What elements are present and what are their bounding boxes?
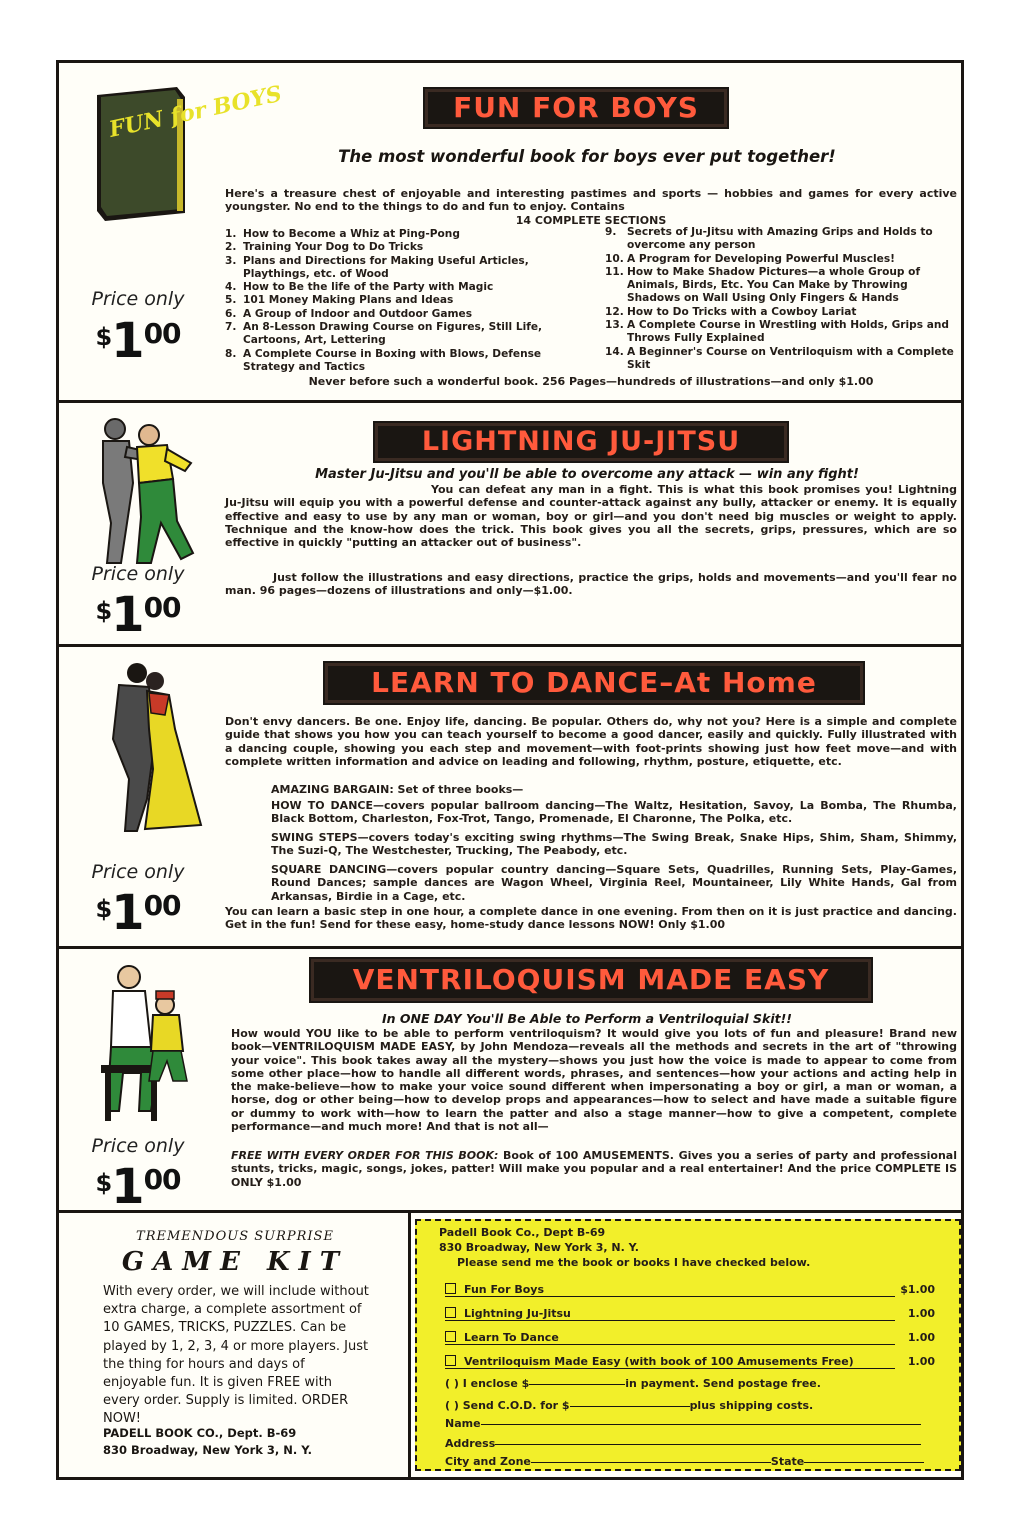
- section-list-item: [225, 241, 581, 254]
- list-item-number: 6.: [225, 307, 237, 320]
- list-item-text: How to Become a Whiz at Ping-Pong: [243, 228, 460, 240]
- list-item-text: A Complete Course in Boxing with Blows, Defense Strategy and Tactics: [243, 347, 542, 373]
- game-kit-subtitle: TREMENDOUS SURPRISE: [136, 1229, 334, 1244]
- coupon-item-ventriloquism[interactable]: Ventriloquism Made Easy (with book of 100 Amusements Free) 1.00: [445, 1355, 935, 1375]
- section-list-item: [605, 306, 957, 319]
- checkbox[interactable]: [445, 1355, 456, 1366]
- game-kit-address: PADELL BOOK CO., Dept. B-69 830 Broadway, New York 3, N. Y.: [103, 1426, 313, 1457]
- list-item-number: 3.: [225, 254, 237, 267]
- dance-book-3: SQUARE DANCING—covers popular country dancing—Square Sets, Quadrilles, Running Sets, Play-Games, Round Dances; sample dances are Wagon Wheel, Virginia Reel, Mountaineer, Lily White Hands, Gal from Arkansas, Birdie in a Cage, etc.: [271, 863, 957, 903]
- dancing-couple-illustration: [89, 659, 209, 835]
- list-item-number: 5.: [225, 294, 237, 307]
- jujitsu-section: [59, 403, 961, 647]
- list-item-text: Secrets of Ju-Jitsu with Amazing Grips and Holds to overcome any person: [627, 226, 933, 252]
- coupon-name-field[interactable]: Name: [445, 1417, 921, 1430]
- list-item-text: A Group of Indoor and Outdoor Games: [243, 307, 473, 320]
- list-item-number: 1.: [225, 228, 237, 240]
- coupon-address-field[interactable]: Address: [445, 1437, 921, 1450]
- jujitsu-banner: LIGHTNING JU-JITSU: [373, 421, 789, 463]
- jujitsu-price: $^{\$}1^{00}$: [95, 587, 181, 643]
- coupon-cod-line[interactable]: ( ) Send C.O.D. for $ plus shipping costs.: [445, 1399, 814, 1412]
- fun-for-boys-subtitle: The most wonderful book for boys ever put together!: [338, 147, 836, 166]
- list-item-number: 12.: [605, 305, 624, 318]
- section-list-item: [225, 308, 581, 321]
- list-item-text: A Program for Developing Powerful Muscles!: [627, 252, 895, 265]
- jujitsu-price-label: Price only: [91, 563, 185, 585]
- list-item-text: An 8-Lesson Drawing Course on Figures, Still Life, Cartoons, Art, Lettering: [243, 321, 543, 347]
- section-list-item: [225, 228, 581, 241]
- fun-for-boys-book-illustration: [89, 80, 285, 225]
- list-item-text: Plans and Directions for Making Useful Articles, Playthings, etc. of Wood: [243, 254, 529, 280]
- jujitsu-paragraph-1: You can defeat any man in a fight. This is what this book promises you! Lightning Ju-Jitsu will equip you with a powerful defense and counter-attack against any bully, attacker or enemy. It is equally effective and easy to use by any man or woman, boy or girl—and you don't need big muscles or weight to apply. Technique and the know-how does the trick. This book gives you all the secrets, grips, pressures, which are so effective in quickly "putting an attacker out of business".: [225, 483, 957, 550]
- book-cover-text: FUN for BOYS: [106, 80, 285, 143]
- dance-left-column: [59, 647, 217, 946]
- list-item-text: A Beginner's Course on Ventriloquism with a Complete Skit: [627, 345, 954, 371]
- coupon-item-fun-for-boys[interactable]: Fun For Boys $1.00: [445, 1283, 935, 1303]
- sections-list-left: [225, 228, 581, 374]
- dance-section: [59, 647, 961, 949]
- ventriloquism-left-column: [59, 949, 217, 1215]
- fun-for-boys-footer: Never before such a wonderful book. 256 Pages—hundreds of illustrations—and only $1.00: [308, 375, 874, 388]
- jujitsu-subtitle: Master Ju-Jitsu and you'll be able to overcome any attack — win any fight!: [315, 467, 859, 482]
- fun-price-label: Price only: [91, 288, 185, 310]
- dance-book-2: SWING STEPS—covers today's exciting swing rhythms—The Swing Break, Snake Hips, Shim, Sham, Shimmy, The Suzi-Q, The Westchester, Trucking, The Peabody, etc.: [271, 831, 957, 858]
- section-list-item: [225, 294, 581, 307]
- coupon-item-jujitsu[interactable]: Lightning Ju-Jitsu 1.00: [445, 1307, 935, 1327]
- ad-page: [56, 60, 964, 1480]
- fun-for-boys-section: [59, 63, 961, 403]
- ventriloquism-subtitle: In ONE DAY You'll Be Able to Perform a Ventriloquial Skit!!: [381, 1011, 793, 1026]
- section-list-item: [225, 281, 581, 294]
- jujitsu-fighters-illustration: [81, 413, 211, 571]
- list-item-number: 9.: [605, 226, 617, 238]
- list-item-text: 101 Money Making Plans and Ideas: [243, 294, 454, 307]
- list-item-text: How to Be the life of the Party with Magic: [243, 281, 494, 294]
- section-list-item: [225, 321, 581, 348]
- list-item-text: How to Do Tricks with a Cowboy Lariat: [627, 305, 857, 318]
- dance-intro: Don't envy dancers. Be one. Enjoy life, dancing. Be popular. Others do, why not you? Here is a simple and complete guide that shows you how you can teach yourself to become a good dancer, easily and quickly. Fully illustrated with a dancing couple, showing you each step and movement—with foot-prints showing just how feet move—and with complete written information and advice on leading and following, rhythm, posture, etiquette, etc.: [225, 715, 957, 768]
- coupon-city-field[interactable]: City and Zone State: [445, 1455, 924, 1468]
- checkbox[interactable]: [445, 1331, 456, 1342]
- ventriloquism-section: [59, 949, 961, 1213]
- list-item-number: 14.: [605, 345, 624, 358]
- list-item-number: 10.: [605, 252, 624, 265]
- sections-list-right: [605, 226, 957, 372]
- fun-price: $^{\$}1^{00}$: [95, 313, 181, 369]
- jujitsu-left-column: [59, 403, 217, 644]
- order-coupon: [415, 1219, 961, 1471]
- dance-book-1: HOW TO DANCE—covers popular ballroom dancing—The Waltz, Hesitation, Savoy, La Bomba, The Rhumba, Black Bottom, Charleston, Fox-Trot, Tango, Promenade, El Charonne, The Polka, etc.: [271, 799, 957, 826]
- ventriloquism-price-label: Price only: [91, 1135, 185, 1157]
- section-list-item: [605, 266, 957, 306]
- dance-price-label: Price only: [91, 861, 185, 883]
- list-item-number: 13.: [605, 319, 624, 332]
- list-item-text: Training Your Dog to Do Tricks: [243, 241, 424, 254]
- list-item-text: A Complete Course in Wrestling with Holds, Grips and Throws Fully Explained: [627, 319, 950, 345]
- game-kit-body: With every order, we will include without extra charge, a complete assortment of 10 GAMES, TRICKS, PUZZLES. Can be played by 1, 2, 3, 4 or more players. Just the thing for hours and days of enjoyable fun. It is given FREE with every order. Supply is limited. ORDER NOW!: [103, 1284, 369, 1427]
- checkbox[interactable]: [445, 1283, 456, 1294]
- fun-for-boys-left-column: [59, 63, 285, 400]
- fun-for-boys-intro: Here's a treasure chest of enjoyable and interesting pastimes and sports — hobbies and games for every active youngster. No end to the things to do and fun to enjoy. Contains: [225, 187, 957, 214]
- section-list-item: [605, 253, 957, 266]
- list-item-number: 8.: [225, 347, 237, 360]
- dance-closing: You can learn a basic step in one hour, a complete dance in one evening. From then on it is just practice and dancing. Get in the fun! Send for these easy, home-study dance lessons NOW! Only $1.00: [225, 905, 957, 932]
- game-kit-panel: [59, 1213, 411, 1477]
- dance-banner: LEARN TO DANCE–At Home: [323, 661, 865, 705]
- list-item-text: How to Make Shadow Pictures—a whole Group of Animals, Birds, Etc. You Can Make by Throwing Shadows on Wall Using Only Fingers & Hands: [627, 265, 921, 305]
- section-list-item: [605, 226, 957, 253]
- section-list-item: [225, 348, 581, 375]
- list-item-number: 7.: [225, 321, 237, 334]
- ventriloquist-illustration: [93, 961, 205, 1125]
- ventriloquism-paragraph-2: FREE WITH EVERY ORDER FOR THIS BOOK: Book of 100 AMUSEMENTS. Gives you a series of party and professional stunts, tricks, magic, songs, jokes, patter! Will make you popular and a real entertainer! And the price COMPLETE IS ONLY $1.00: [231, 1149, 957, 1189]
- game-kit-title: GAME KIT: [121, 1247, 349, 1277]
- dance-bargain: AMAZING BARGAIN: Set of three books—: [271, 783, 524, 796]
- list-item-number: 11.: [605, 265, 624, 278]
- coupon-enclose-line[interactable]: ( ) I enclose $ in payment. Send postage free.: [445, 1377, 821, 1390]
- dance-price: $^{\$}1^{00}$: [95, 885, 181, 941]
- ventriloquism-price: $^{\$}1^{00}$: [95, 1159, 181, 1215]
- section-list-item: [605, 346, 957, 373]
- coupon-header: Padell Book Co., Dept B-69 830 Broadway, New York 3, N. Y. Please send me the book or books I have checked below.: [439, 1226, 811, 1269]
- sections-heading: 14 COMPLETE SECTIONS: [515, 214, 667, 227]
- list-item-number: 2.: [225, 241, 237, 254]
- coupon-item-dance[interactable]: Learn To Dance 1.00: [445, 1331, 935, 1351]
- fun-for-boys-banner: FUN FOR BOYS: [423, 87, 729, 129]
- checkbox[interactable]: [445, 1307, 456, 1318]
- ventriloquism-banner: VENTRILOQUISM MADE EASY: [309, 957, 873, 1003]
- list-item-number: 4.: [225, 281, 237, 294]
- ventriloquism-paragraph-1: How would YOU like to be able to perform ventriloquism? It would give you lots of fun and pleasure! Brand new book—VENTRILOQUISM MADE EASY, by John Mendoza—reveals all the methods and secrets in the art of "throwing your voice". This book takes away all the mystery—shows you just how the voice is made to appear to come from some other place—how to handle all different words, phrases, and sentences—how your actions and acting help in the make-believe—how to make your voice sound different when impersonating a boy or girl, a man or woman, a horse, dog or other being—how to develop props and appearances—how to select and have made a suitable figure or dummy to work with—how to learn the patter and also a stage manner—how to give a competent, complete performance—and much more! And that is not all—: [231, 1027, 957, 1134]
- section-list-item: [605, 319, 957, 346]
- section-list-item: [225, 255, 581, 282]
- order-section: [59, 1213, 961, 1477]
- jujitsu-paragraph-2: Just follow the illustrations and easy directions, practice the grips, holds and movements—and you'll fear no man. 96 pages—dozens of illustrations and only—$1.00.: [225, 571, 957, 598]
